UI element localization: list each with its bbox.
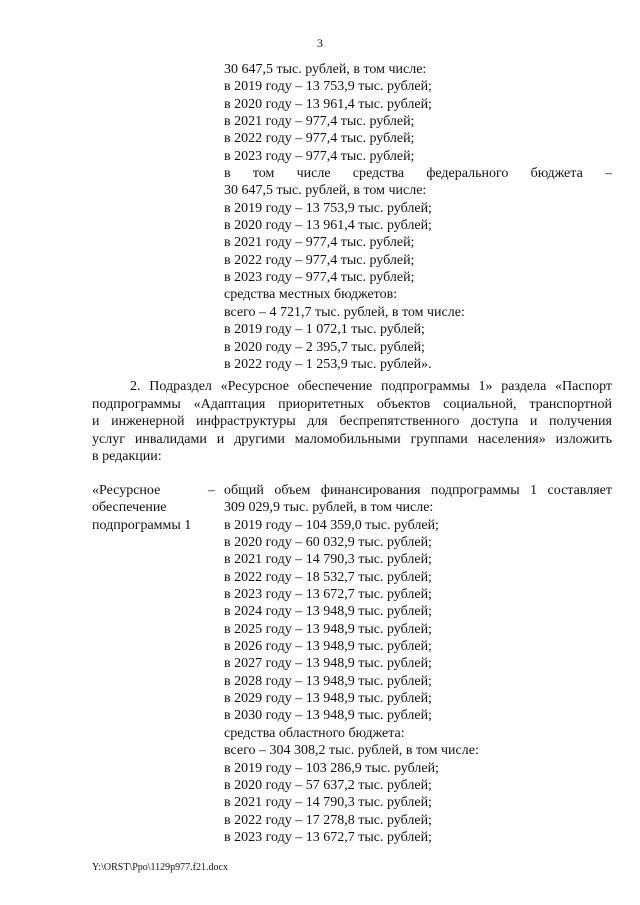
table-value-line: в 2019 году – 103 286,9 тыс. рублей; (224, 760, 439, 776)
funding-line: в 2021 году – 977,4 тыс. рублей; (224, 235, 415, 251)
table-label-line: подпрограммы 1 (92, 517, 192, 533)
table-value-line: 309 029,9 тыс. рублей, в том числе: (224, 500, 434, 516)
table-value-line: в 2019 году – 104 359,0 тыс. рублей; (224, 517, 439, 533)
paragraph-line: в редакции: (92, 449, 162, 465)
table-label-line: обеспечение (92, 500, 167, 516)
federal-budget-heading: в том числе средства федерального бюджета – (224, 166, 612, 182)
funding-line: в 2020 году – 13 961,4 тыс. рублей; (224, 218, 432, 234)
funding-line: в 2020 году – 13 961,4 тыс. рублей; (224, 96, 432, 112)
table-value-line: общий объем финансирования подпрограммы 1 составляет (224, 483, 612, 498)
table-value-cell (224, 482, 612, 846)
funding-line: в 2022 году – 977,4 тыс. рублей; (224, 252, 415, 268)
table-value-line: в 2022 году – 18 532,7 тыс. рублей; (224, 569, 432, 585)
file-path-footer: Y:\ORST\Ppo\1129p977.f21.docx (92, 862, 228, 873)
table-value-line: в 2020 году – 60 032,9 тыс. рублей; (224, 535, 432, 551)
funding-line: 30 647,5 тыс. рублей, в том числе: (224, 183, 427, 199)
table-value-line: в 2023 году – 13 672,7 тыс. рублей; (224, 829, 432, 845)
table-value-line: в 2030 году – 13 948,9 тыс. рублей; (224, 708, 432, 724)
paragraph-line: услуг инвалидами и другими маломобильными группами населения» изложить (92, 431, 612, 447)
table-value-line: всего – 304 308,2 тыс. рублей, в том числе: (224, 743, 479, 759)
page-number: 3 (317, 36, 323, 50)
funding-line: 30 647,5 тыс. рублей, в том числе: (224, 62, 427, 77)
funding-line: в 2022 году – 977,4 тыс. рублей; (224, 131, 415, 147)
table-value-line: в 2029 году – 13 948,9 тыс. рублей; (224, 691, 432, 707)
table-value-line: в 2026 году – 13 948,9 тыс. рублей; (224, 639, 432, 655)
table-value-line: в 2023 году – 13 672,7 тыс. рублей; (224, 587, 432, 603)
funding-line: всего – 4 721,7 тыс. рублей, в том числе: (224, 304, 465, 320)
table-value-line: в 2021 году – 14 790,3 тыс. рублей; (224, 795, 432, 811)
funding-line: в 2023 году – 977,4 тыс. рублей; (224, 270, 415, 286)
paragraph-line: и инженерной инфраструктуры для беспрепятственного доступа и получения (92, 414, 612, 430)
paragraph-line: 2. Подраздел «Ресурсное обеспечение подпрограммы 1» раздела «Паспорт (130, 379, 612, 394)
table-value-line: в 2027 году – 13 948,9 тыс. рублей; (224, 656, 432, 672)
top-funding-block (224, 61, 612, 373)
table-value-line: в 2020 году – 57 637,2 тыс. рублей; (224, 777, 432, 793)
table-label-line: «Ресурсное (92, 483, 161, 498)
funding-line: в 2019 году – 13 753,9 тыс. рублей; (224, 200, 432, 216)
funding-line: в 2019 году – 13 753,9 тыс. рублей; (224, 79, 432, 95)
table-value-line: в 2028 году – 13 948,9 тыс. рублей; (224, 673, 432, 689)
paragraph-line: подпрограммы «Адаптация приоритетных объектов социальной, транспортной (92, 396, 612, 412)
table-value-line: в 2021 году – 14 790,3 тыс. рублей; (224, 552, 432, 568)
funding-line: средства местных бюджетов: (224, 287, 398, 303)
funding-line: в 2019 году – 1 072,1 тыс. рублей; (224, 322, 425, 338)
funding-line: в 2022 году – 1 253,9 тыс. рублей». (224, 356, 432, 372)
table-value-line: средства областного бюджета: (224, 725, 405, 741)
table-label-cell (92, 482, 191, 534)
funding-line: в 2023 году – 977,4 тыс. рублей; (224, 148, 415, 164)
table-value-line: в 2024 году – 13 948,9 тыс. рублей; (224, 604, 432, 620)
table-value-line: в 2025 году – 13 948,9 тыс. рублей; (224, 621, 432, 637)
amendment-paragraph (92, 378, 612, 466)
table-value-line: в 2022 году – 17 278,8 тыс. рублей; (224, 812, 432, 828)
table-dash: – (208, 483, 215, 498)
funding-line: в 2021 году – 977,4 тыс. рублей; (224, 114, 415, 130)
funding-line: в 2020 году – 2 395,7 тыс. рублей; (224, 339, 425, 355)
